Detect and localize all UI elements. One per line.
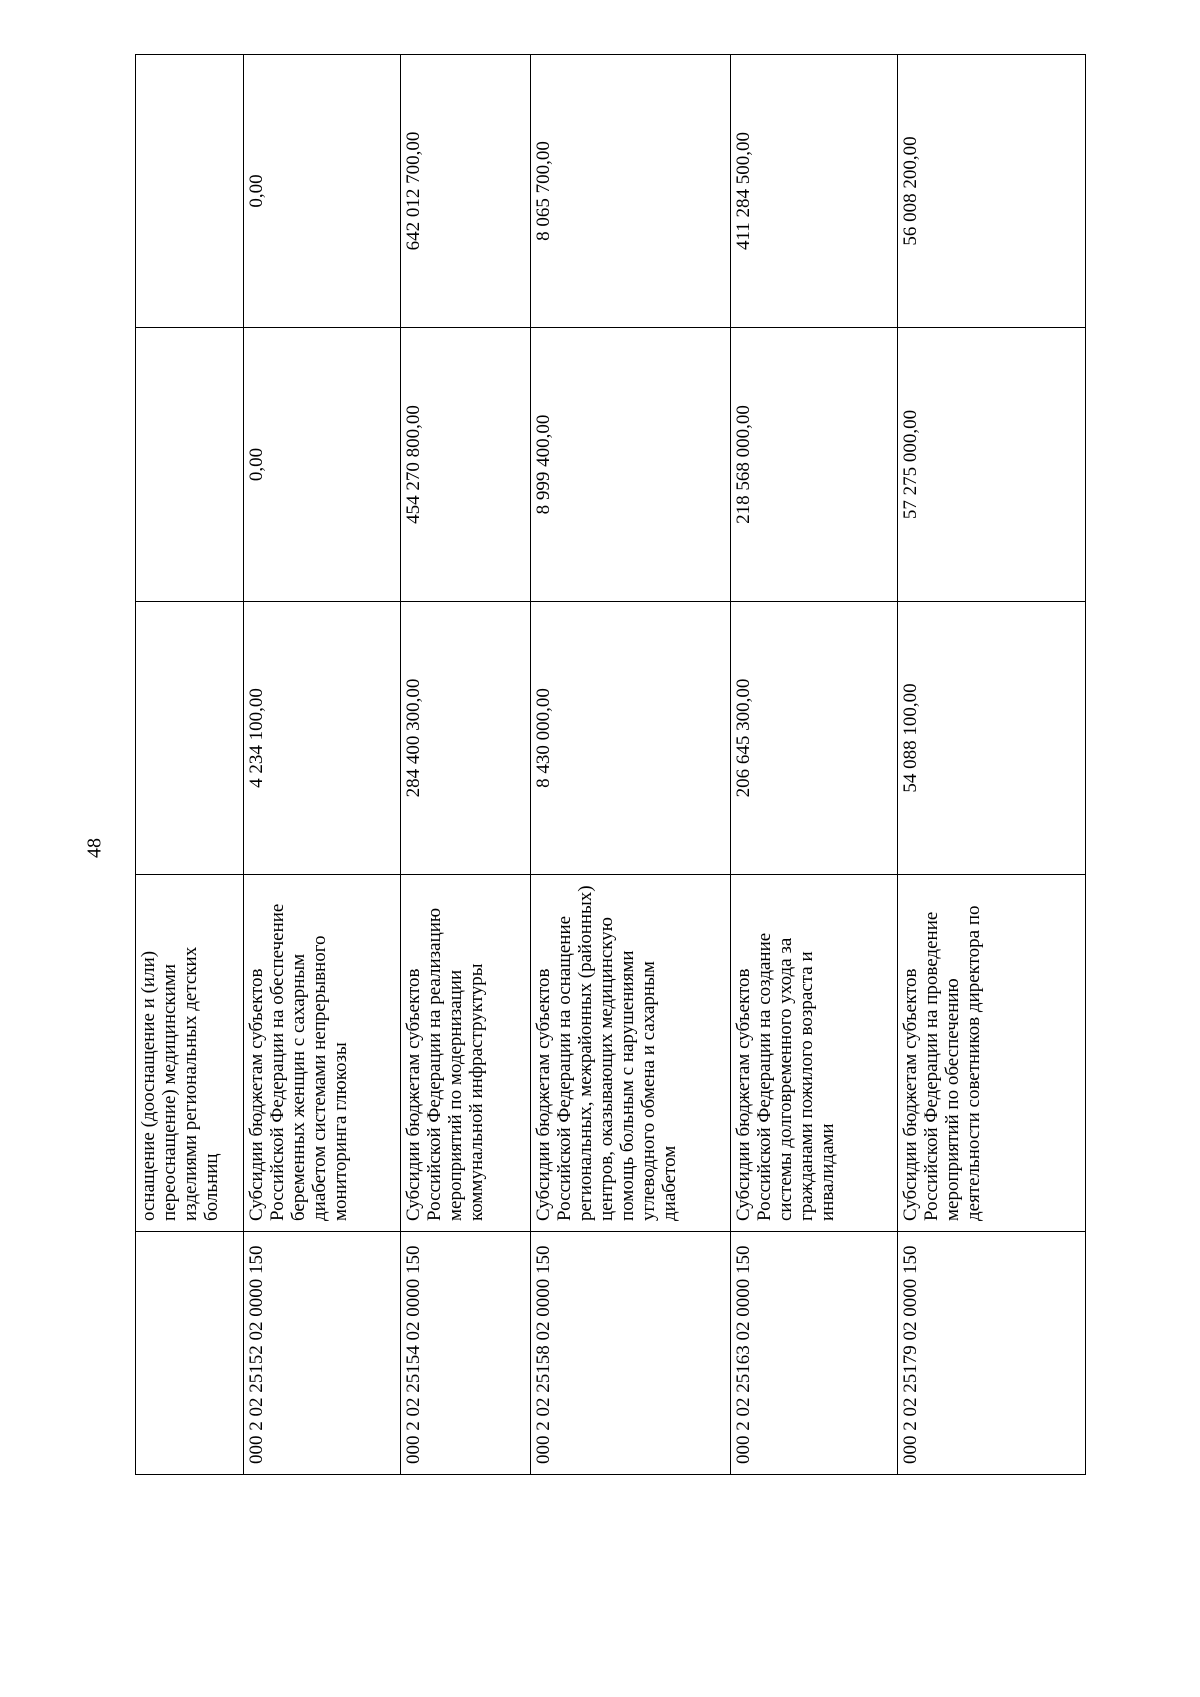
row-name: Субсидии бюджетам субъектов Российской Федерации на проведение мероприятий по обеспечению деятельности советников директора по: [898, 875, 1086, 1232]
table-row: [898, 55, 1086, 1475]
row-name: Субсидии бюджетам субъектов Российской Федерации на оснащение региональных, межрайонных (районных) центров, оказывающих медицинскую помощь больным с нарушениями углеводного обмена и сахарным диабетом: [531, 875, 731, 1232]
table-container: [135, 55, 1085, 1475]
row-code: 000 2 02 25163 02 0000 150: [731, 1232, 898, 1475]
row-code: 000 2 02 25158 02 0000 150: [531, 1232, 731, 1475]
row-name: оснащение (дооснащение и (или) переоснащение) медицинскими изделиями региональных детских больниц: [136, 875, 244, 1232]
row-value-3: 642 012 700,00: [401, 55, 531, 328]
row-value-1: 4 234 100,00: [244, 602, 401, 875]
row-value-1: 284 400 300,00: [401, 602, 531, 875]
row-value-2: [136, 328, 244, 602]
row-value-3: [136, 55, 244, 328]
page-number: 48: [83, 838, 106, 858]
row-value-2: 218 568 000,00: [731, 328, 898, 602]
row-name: Субсидии бюджетам субъектов Российской Федерации на создание системы долговременного ухода за гражданами пожилого возраста и инвалидами: [731, 875, 898, 1232]
row-value-1: 8 430 000,00: [531, 602, 731, 875]
row-value-1: 54 088 100,00: [898, 602, 1086, 875]
row-value-3: 0,00: [244, 55, 401, 328]
table-row: [244, 55, 401, 1475]
table-row: [401, 55, 531, 1475]
row-code: 000 2 02 25179 02 0000 150: [898, 1232, 1086, 1475]
row-value-2: 454 270 800,00: [401, 328, 531, 602]
row-value-1: 206 645 300,00: [731, 602, 898, 875]
table-row: [531, 55, 731, 1475]
row-code: 000 2 02 25154 02 0000 150: [401, 1232, 531, 1475]
table-row: [731, 55, 898, 1475]
row-value-2: 0,00: [244, 328, 401, 602]
row-value-2: 57 275 000,00: [898, 328, 1086, 602]
row-value-2: 8 999 400,00: [531, 328, 731, 602]
row-value-3: 411 284 500,00: [731, 55, 898, 328]
budget-table: [135, 54, 1086, 1475]
row-name: Субсидии бюджетам субъектов Российской Федерации на реализацию мероприятий по модернизации коммунальной инфраструктуры: [401, 875, 531, 1232]
row-value-1: [136, 602, 244, 875]
row-value-3: 8 065 700,00: [531, 55, 731, 328]
row-code: 000 2 02 25152 02 0000 150: [244, 1232, 401, 1475]
row-code: [136, 1232, 244, 1475]
row-value-3: 56 008 200,00: [898, 55, 1086, 328]
table-row: [136, 55, 244, 1475]
row-name: Субсидии бюджетам субъектов Российской Федерации на обеспечение беременных женщин с сахарным диабетом системами непрерывного мониторинга глюкозы: [244, 875, 401, 1232]
